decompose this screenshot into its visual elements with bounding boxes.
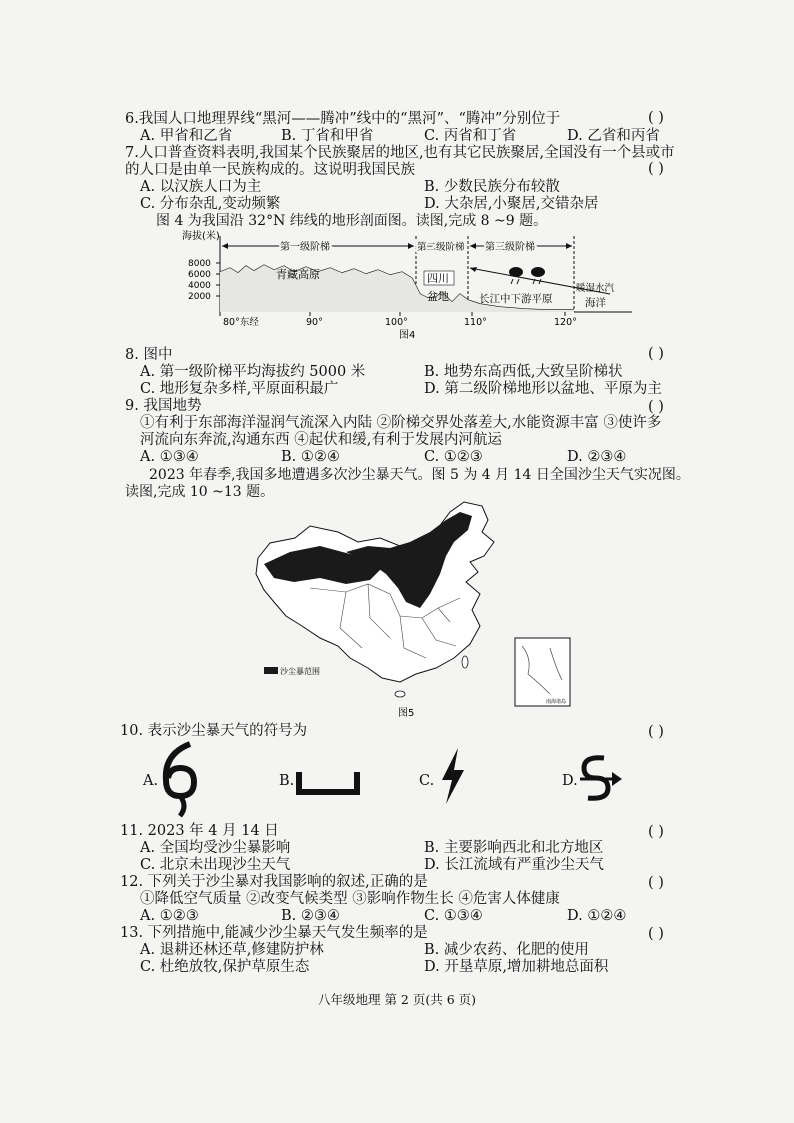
legend-swatch bbox=[264, 667, 278, 674]
fig4-region-basin: 盆地 bbox=[427, 290, 449, 303]
fig4-xtick: 120° bbox=[554, 317, 577, 328]
fig4-step3-label: 第三级阶梯 bbox=[485, 242, 535, 253]
fig4-ocean-label: 海洋 bbox=[585, 297, 606, 309]
q6-answer-paren: ( ) bbox=[648, 110, 664, 126]
q13-answer-paren: ( ) bbox=[648, 926, 664, 942]
q8-option-c: C. 地形复杂多样,平原面积最广 bbox=[140, 381, 339, 397]
q13-option-d: D. 开垦草原,增加耕地总面积 bbox=[424, 959, 609, 975]
q8-option-a: A. 第一级阶梯平均海拔约 5000 米 bbox=[140, 364, 366, 380]
q7-option-c: C. 分布杂乱,变动频繁 bbox=[140, 196, 281, 212]
q10-stem: 10. 表示沙尘暴天气的符号为 bbox=[120, 723, 308, 739]
fig4-xtick: 100° bbox=[385, 317, 408, 328]
fig4-region-sichuan: 四川 bbox=[427, 272, 449, 285]
fig4-xtick: 90° bbox=[306, 317, 323, 328]
q12-option-d: D. ①②④ bbox=[567, 908, 627, 924]
terrain-profile-figure bbox=[180, 228, 640, 340]
q13-option-a: A. 退耕还林还草,修建防护林 bbox=[140, 942, 324, 958]
q12-statements: ①降低空气质量 ②改变气候类型 ③影响作物生长 ④危害人体健康 bbox=[140, 891, 560, 907]
typhoon-symbol-icon bbox=[158, 740, 200, 818]
q6-option-c: C. 丙省和丁省 bbox=[424, 128, 517, 144]
fig4-step2-label: 第二级阶梯 bbox=[417, 242, 465, 253]
q9-option-d: D. ②③④ bbox=[567, 449, 627, 465]
q12-stem: 12. 下列关于沙尘暴对我国影响的叙述,正确的是 bbox=[120, 874, 428, 890]
q13-option-b: B. 减少农药、化肥的使用 bbox=[424, 942, 589, 958]
fig4-moist-air-label: 暖湿水汽 bbox=[576, 283, 615, 294]
q9-stem: 9. 我国地势 bbox=[125, 398, 202, 414]
q12-option-a: A. ①②③ bbox=[140, 908, 199, 924]
q10-label-b: B. bbox=[279, 773, 295, 789]
page-footer: 八年级地理 第 2 页(共 6 页) bbox=[317, 992, 477, 1007]
q12-answer-paren: ( ) bbox=[648, 875, 664, 891]
q9-option-c: C. ①②③ bbox=[424, 449, 483, 465]
fig4-xtick: 110° bbox=[464, 317, 487, 328]
q10-label-c: C. bbox=[419, 773, 435, 789]
fig5-intro-line2: 读图,完成 10 ~13 题。 bbox=[125, 484, 275, 500]
q9-option-b: B. ①②④ bbox=[281, 449, 340, 465]
q9-statements-line2: 河流向东奔流,沟通东西 ④起伏和缓,有利于发展内河航运 bbox=[140, 432, 502, 448]
q10-label-d: D. bbox=[562, 773, 578, 789]
q6-option-d: D. 乙省和丙省 bbox=[567, 128, 660, 144]
q10-label-a: A. bbox=[143, 773, 159, 789]
q11-option-b: B. 主要影响西北和北方地区 bbox=[424, 840, 604, 856]
q13-option-c: C. 杜绝放牧,保护草原生态 bbox=[140, 959, 310, 975]
q7-option-d: D. 大杂居,小聚居,交错杂居 bbox=[424, 196, 599, 212]
floating-dust-symbol-icon bbox=[295, 770, 365, 798]
q7-answer-paren: ( ) bbox=[648, 161, 664, 177]
fig4-region-yangtze-plain: 长江中下游平原 bbox=[479, 293, 553, 305]
sandstorm-symbol-icon bbox=[576, 752, 626, 804]
rain-cloud-icon bbox=[509, 267, 545, 284]
sandstorm-map-figure bbox=[250, 498, 580, 720]
q11-option-d: D. 长江流域有严重沙尘天气 bbox=[424, 857, 604, 873]
q13-stem: 13. 下列措施中,能减少沙尘暴天气发生频率的是 bbox=[120, 925, 428, 941]
q6-stem: 6.我国人口地理界线“黑河——腾冲”线中的“黑河”、“腾冲”分别位于 bbox=[125, 111, 561, 127]
q7-stem-line2: 的人口是由单一民族构成的。这说明我国民族 bbox=[125, 162, 415, 178]
q7-option-a: A. 以汉族人口为主 bbox=[140, 179, 262, 195]
fig5-caption: 图5 bbox=[398, 708, 415, 719]
q8-answer-paren: ( ) bbox=[648, 346, 664, 362]
q6-option-a: A. 甲省和乙省 bbox=[140, 128, 233, 144]
fig5-intro-line1: 2023 年春季,我国多地遭遇多次沙尘暴天气。图 5 为 4 月 14 日全国沙尘天气实况图。 bbox=[149, 467, 690, 483]
q7-option-b: B. 少数民族分布较散 bbox=[424, 179, 560, 195]
fig4-ytick: 8000 bbox=[188, 259, 211, 269]
fig5-legend-label: 沙尘暴范围 bbox=[280, 667, 320, 676]
q8-stem: 8. 图中 bbox=[125, 347, 173, 363]
q8-option-b: B. 地势东高西低,大致呈阶梯状 bbox=[424, 364, 623, 380]
q12-option-b: B. ②③④ bbox=[281, 908, 340, 924]
q11-answer-paren: ( ) bbox=[648, 824, 664, 840]
fig4-ytick: 4000 bbox=[188, 281, 211, 291]
south-china-sea-inset bbox=[515, 638, 570, 706]
q11-option-c: C. 北京未出现沙尘天气 bbox=[140, 857, 291, 873]
fig4-step1-label: 第一级阶梯 bbox=[280, 242, 330, 253]
fig4-caption: 图4 bbox=[399, 330, 416, 340]
q11-option-a: A. 全国均受沙尘暴影响 bbox=[140, 840, 291, 856]
q9-option-a: A. ①③④ bbox=[140, 449, 199, 465]
q7-stem-line1: 7.人口普查资料表明,我国某个民族聚居的地区,也有其它民族聚居,全国没有一个县或市 bbox=[125, 145, 675, 161]
fig4-ytick: 6000 bbox=[188, 270, 211, 280]
fig4-region-tibet: 青藏高原 bbox=[276, 268, 320, 281]
q11-stem: 11. 2023 年 4 月 14 日 bbox=[120, 823, 279, 839]
q10-answer-paren: ( ) bbox=[648, 724, 664, 740]
fig4-intro: 图 4 为我国沿 32°N 纬线的地形剖面图。读图,完成 8 ~9 题。 bbox=[156, 213, 548, 229]
q8-option-d: D. 第二级阶梯地形以盆地、平原为主 bbox=[424, 381, 662, 397]
q9-statements-line1: ①有利于东部海洋湿润气流深入内陆 ②阶梯交界处落差大,水能资源丰富 ③使许多 bbox=[140, 415, 662, 431]
fig4-xtick: 80°东经 bbox=[223, 317, 259, 328]
q12-option-c: C. ①③④ bbox=[424, 908, 483, 924]
q6-option-b: B. 丁省和甲省 bbox=[281, 128, 374, 144]
lightning-symbol-icon bbox=[438, 746, 468, 806]
fig4-ytick: 2000 bbox=[188, 292, 211, 302]
fig5-inset-label: 南海诸岛 bbox=[546, 699, 567, 705]
fig4-yaxis-title: 海拔(米) bbox=[182, 231, 220, 242]
q9-answer-paren: ( ) bbox=[648, 399, 664, 415]
